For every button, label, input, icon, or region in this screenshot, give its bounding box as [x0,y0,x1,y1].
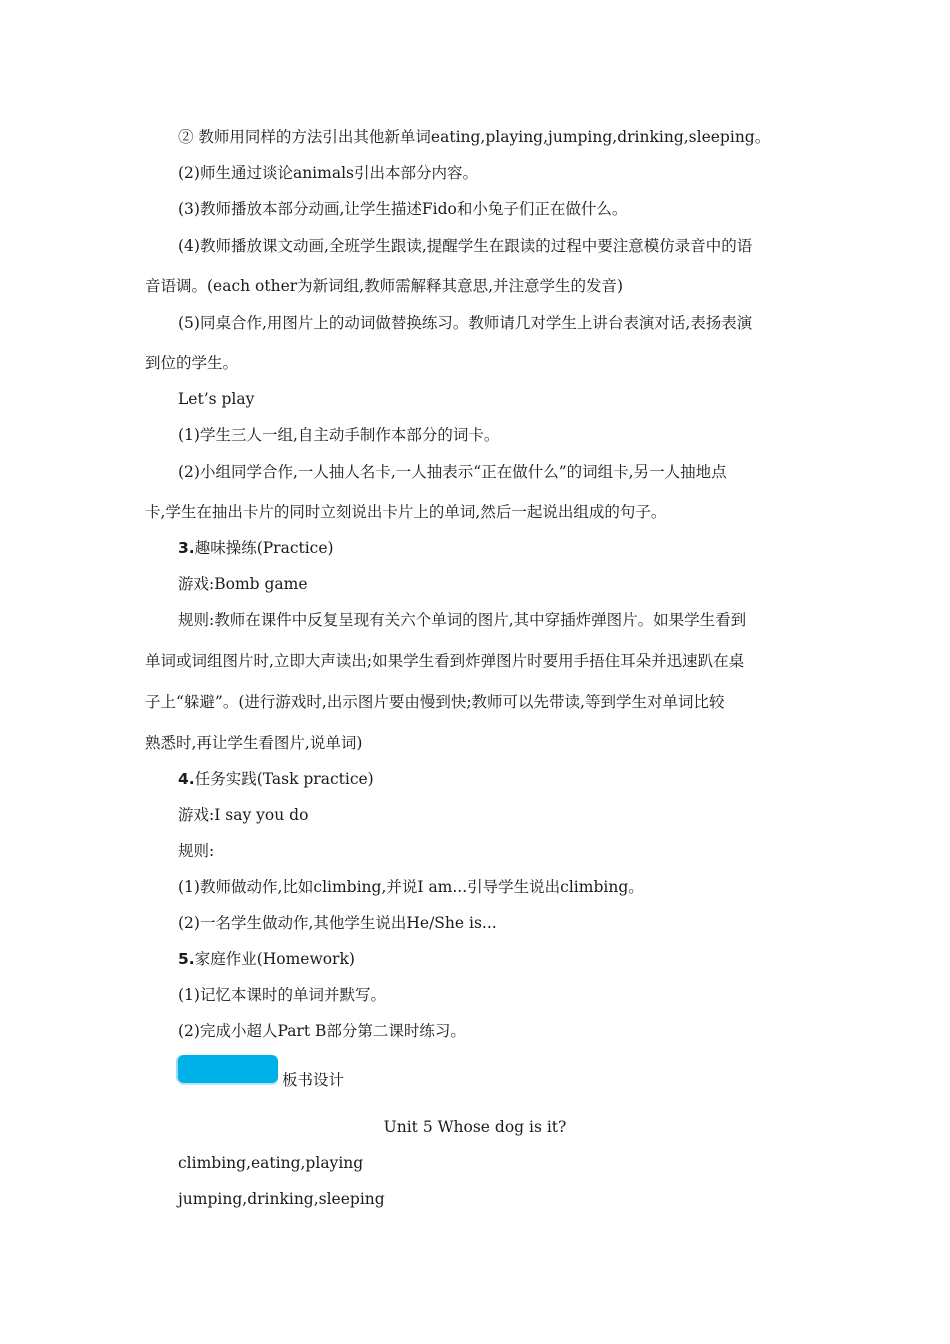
paragraph-line: 单词或词组图片时,立即大声读出;如果学生看到炸弹图片时要用手捂住耳朵并迅速趴在桌 [145,652,745,670]
section-number: 3. [178,539,195,557]
paragraph-line: ② 教师用同样的方法引出其他新单词eating,playing,jumping,drinking,sleeping。 [178,128,771,146]
paragraph-line: 到位的学生。 [145,354,239,372]
paragraph-line: (2)师生通过谈论animals引出本部分内容。 [178,164,478,182]
paragraph-line: 卡,学生在抽出卡片的同时立刻说出卡片上的单词,然后一起说出组成的句子。 [145,503,667,521]
section-title: 家庭作业(Homework) [194,950,355,968]
board-row: jumping,drinking,sleeping [178,1190,385,1208]
paragraph-line: (1)学生三人一组,自主动手制作本部分的词卡。 [178,426,500,444]
section-heading-practice [178,538,334,558]
paragraph-line: 规则:教师在课件中反复呈现有关六个单词的图片,其中穿插炸弹图片。如果学生看到 [178,611,747,629]
paragraph-line: (5)同桌合作,用图片上的动词做替换练习。教师请几对学生上讲台表演对话,表扬表演 [178,314,753,332]
paragraph-line: (2)小组同学合作,一人抽人名卡,一人抽表示“正在做什么”的词组卡,另一人抽地点 [178,463,727,481]
section-heading-homework [178,949,355,969]
paragraph-line: 子上“躲避”。(进行游戏时,出示图片要由慢到快;教师可以先带读,等到学生对单词比较 [145,693,725,711]
board-row: climbing,eating,playing [178,1154,364,1172]
paragraph-line: (4)教师播放课文动画,全班学生跟读,提醒学生在跟读的过程中要注意模仿录音中的语 [178,237,753,255]
paragraph-line: (2)完成小超人Part B部分第二课时练习。 [178,1022,466,1040]
paragraph-line: 音语调。(each other为新词组,教师需解释其意思,并注意学生的发音) [145,277,624,295]
section-label-badge [178,1055,278,1083]
paragraph-line: (1)记忆本课时的单词并默写。 [178,986,386,1004]
paragraph-line: 游戏:I say you do [178,806,309,824]
board-design-label: 板书设计 [282,1071,345,1089]
paragraph-line: 熟悉时,再让学生看图片,说单词) [145,734,363,752]
paragraph-line: 游戏:Bomb game [178,575,308,593]
paragraph-line: (2)一名学生做动作,其他学生说出He/She is... [178,914,497,932]
section-title: 任务实践(Task practice) [194,770,374,788]
section-heading-task-practice [178,769,374,789]
board-title: Unit 5 Whose dog is it? [383,1118,567,1136]
section-number: 4. [178,770,195,788]
paragraph-line: (1)教师做动作,比如climbing,并说I am...引导学生说出climbing。 [178,878,644,896]
paragraph-line: (3)教师播放本部分动画,让学生描述Fido和小兔子们正在做什么。 [178,200,628,218]
section-number: 5. [178,950,195,968]
section-heading-lets-play: Let’s play [178,390,255,408]
section-title: 趣味操练(Practice) [194,539,334,557]
paragraph-line: 规则: [178,842,215,860]
